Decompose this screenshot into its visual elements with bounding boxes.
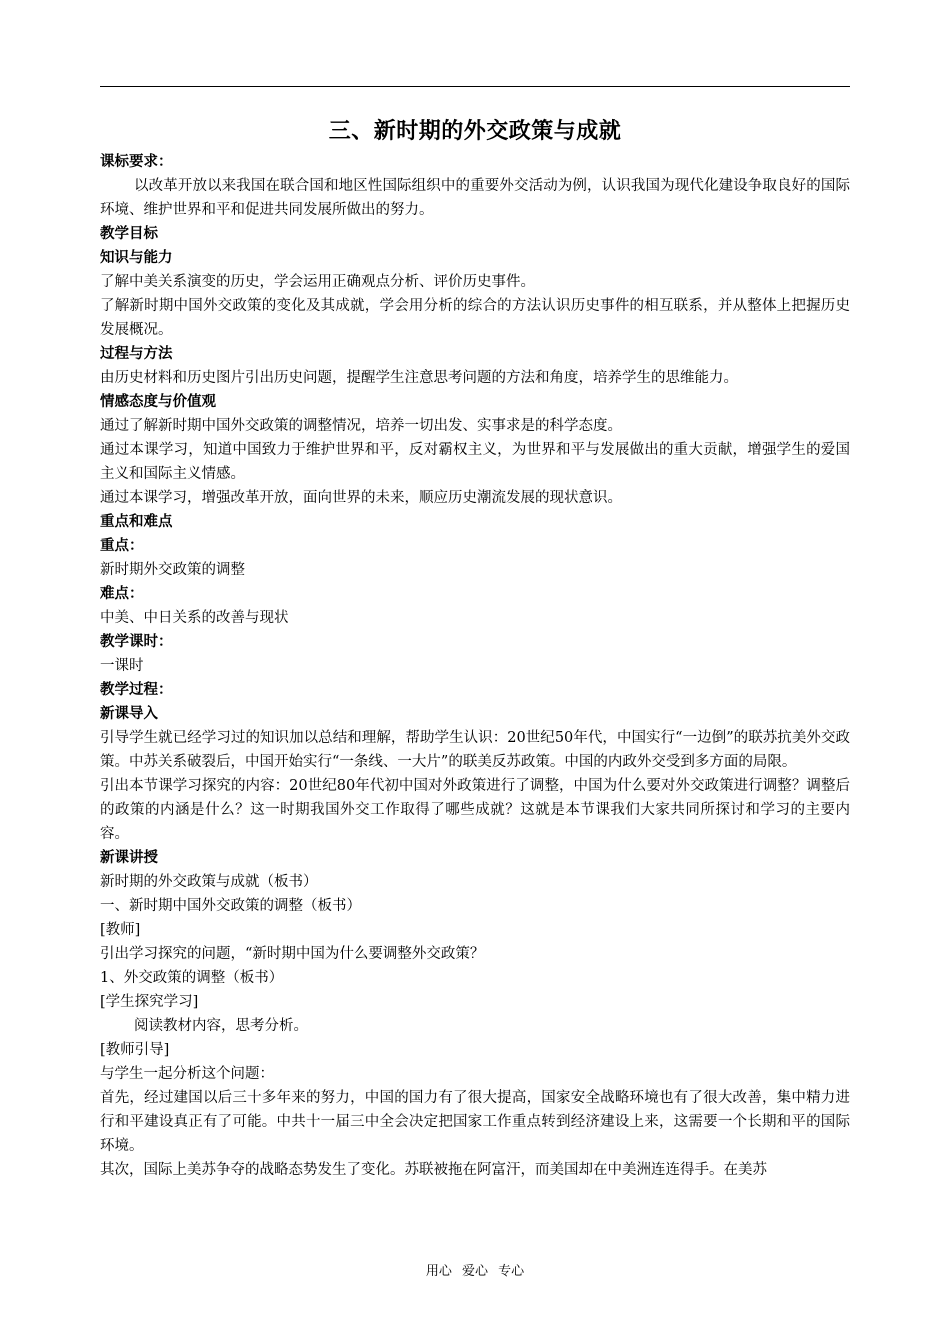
section-heading: 情感态度与价值观 (100, 393, 216, 410)
section-heading: 教学过程： (100, 681, 173, 698)
paragraph: 其次，国际上美苏争夺的战略态势发生了变化。苏联被拖在阿富汗，而美国却在中美洲连连得手。在美苏 (100, 1162, 767, 1178)
paragraph: [教师引导] (100, 1042, 170, 1058)
section-heading: 教学课时： (100, 633, 173, 650)
paragraph: 中美、中日关系的改善与现状 (100, 610, 289, 626)
section-heading: 新课导入 (100, 705, 158, 722)
paragraph: 一、新时期中国外交政策的调整（板书） (100, 898, 361, 914)
paragraph: 通过了解新时期中国外交政策的调整情况，培养一切出发、实事求是的科学态度。 (100, 418, 622, 434)
section-heading: 重点： (100, 537, 144, 554)
paragraph: [学生探究学习] (100, 994, 199, 1010)
paragraph: 新时期的外交政策与成就（板书） (100, 874, 318, 890)
section-heading: 知识与能力 (100, 249, 173, 266)
paragraph: 以改革开放以来我国在联合国和地区性国际组织中的重要外交活动为例，认识我国为现代化建设争取良好的国际环境、维护世界和平和促进共同发展所做出的努力。 (100, 178, 850, 218)
paragraph: 首先，经过建国以后三十多年来的努力，中国的国力有了很大提高，国家安全战略环境也有了很大改善，集中精力进行和平建设真正有了可能。中共十一届三中全会决定把国家工作重点转到经济建设上来，这需要一个长期和平的国际环境。 (100, 1090, 850, 1154)
paragraph: 与学生一起分析这个问题： (100, 1066, 274, 1082)
document-body (100, 150, 850, 1182)
section-heading: 重点和难点 (100, 513, 173, 530)
page-title: 三、新时期的外交政策与成就 (328, 118, 622, 144)
paragraph: 一课时 (100, 658, 144, 674)
section-heading: 难点： (100, 585, 144, 602)
paragraph: 引出本节课学习探究的内容：20世纪80年代初中国对外政策进行了调整，中国为什么要对外交政策进行调整？调整后的政策的内涵是什么？这一时期我国外交工作取得了哪些成就？这就是本节课我们大家共同所探讨和学习的主要内容。 (100, 778, 850, 842)
paragraph: 1、外交政策的调整（板书） (100, 970, 284, 986)
paragraph: [教师] (100, 922, 141, 938)
paragraph: 引导学生就已经学习过的知识加以总结和理解，帮助学生认识：20世纪50年代，中国实行“一边倒”的联苏抗美外交政策。中苏关系破裂后，中国开始实行“一条线、一大片”的联美反苏政策。中国的内政外交受到多方面的局限。 (100, 730, 850, 770)
paragraph: 通过本课学习，增强改革开放，面向世界的未来，顺应历史潮流发展的现状意识。 (100, 490, 622, 506)
section-heading: 新课讲授 (100, 849, 158, 866)
paragraph: 新时期外交政策的调整 (100, 562, 245, 578)
paragraph: 由历史材料和历史图片引出历史问题，提醒学生注意思考问题的方法和角度，培养学生的思维能力。 (100, 370, 738, 386)
section-heading: 教学目标 (100, 225, 158, 242)
paragraph: 通过本课学习，知道中国致力于维护世界和平，反对霸权主义，为世界和平与发展做出的重大贡献，增强学生的爱国主义和国际主义情感。 (100, 442, 850, 482)
paragraph: 了解中美关系演变的历史，学会运用正确观点分析、评价历史事件。 (100, 274, 535, 290)
paragraph: 了解新时期中国外交政策的变化及其成就，学会用分析的综合的方法认识历史事件的相互联系，并从整体上把握历史发展概况。 (100, 298, 850, 338)
section-heading: 课标要求： (100, 153, 173, 170)
header-rule (100, 86, 850, 87)
paragraph: 引出学习探究的问题，“新时期中国为什么要调整外交政策？ (100, 946, 485, 962)
paragraph: 阅读教材内容，思考分析。 (134, 1018, 308, 1034)
section-heading: 过程与方法 (100, 345, 173, 362)
page-footer: 用心 爱心 专心 (425, 1264, 525, 1279)
